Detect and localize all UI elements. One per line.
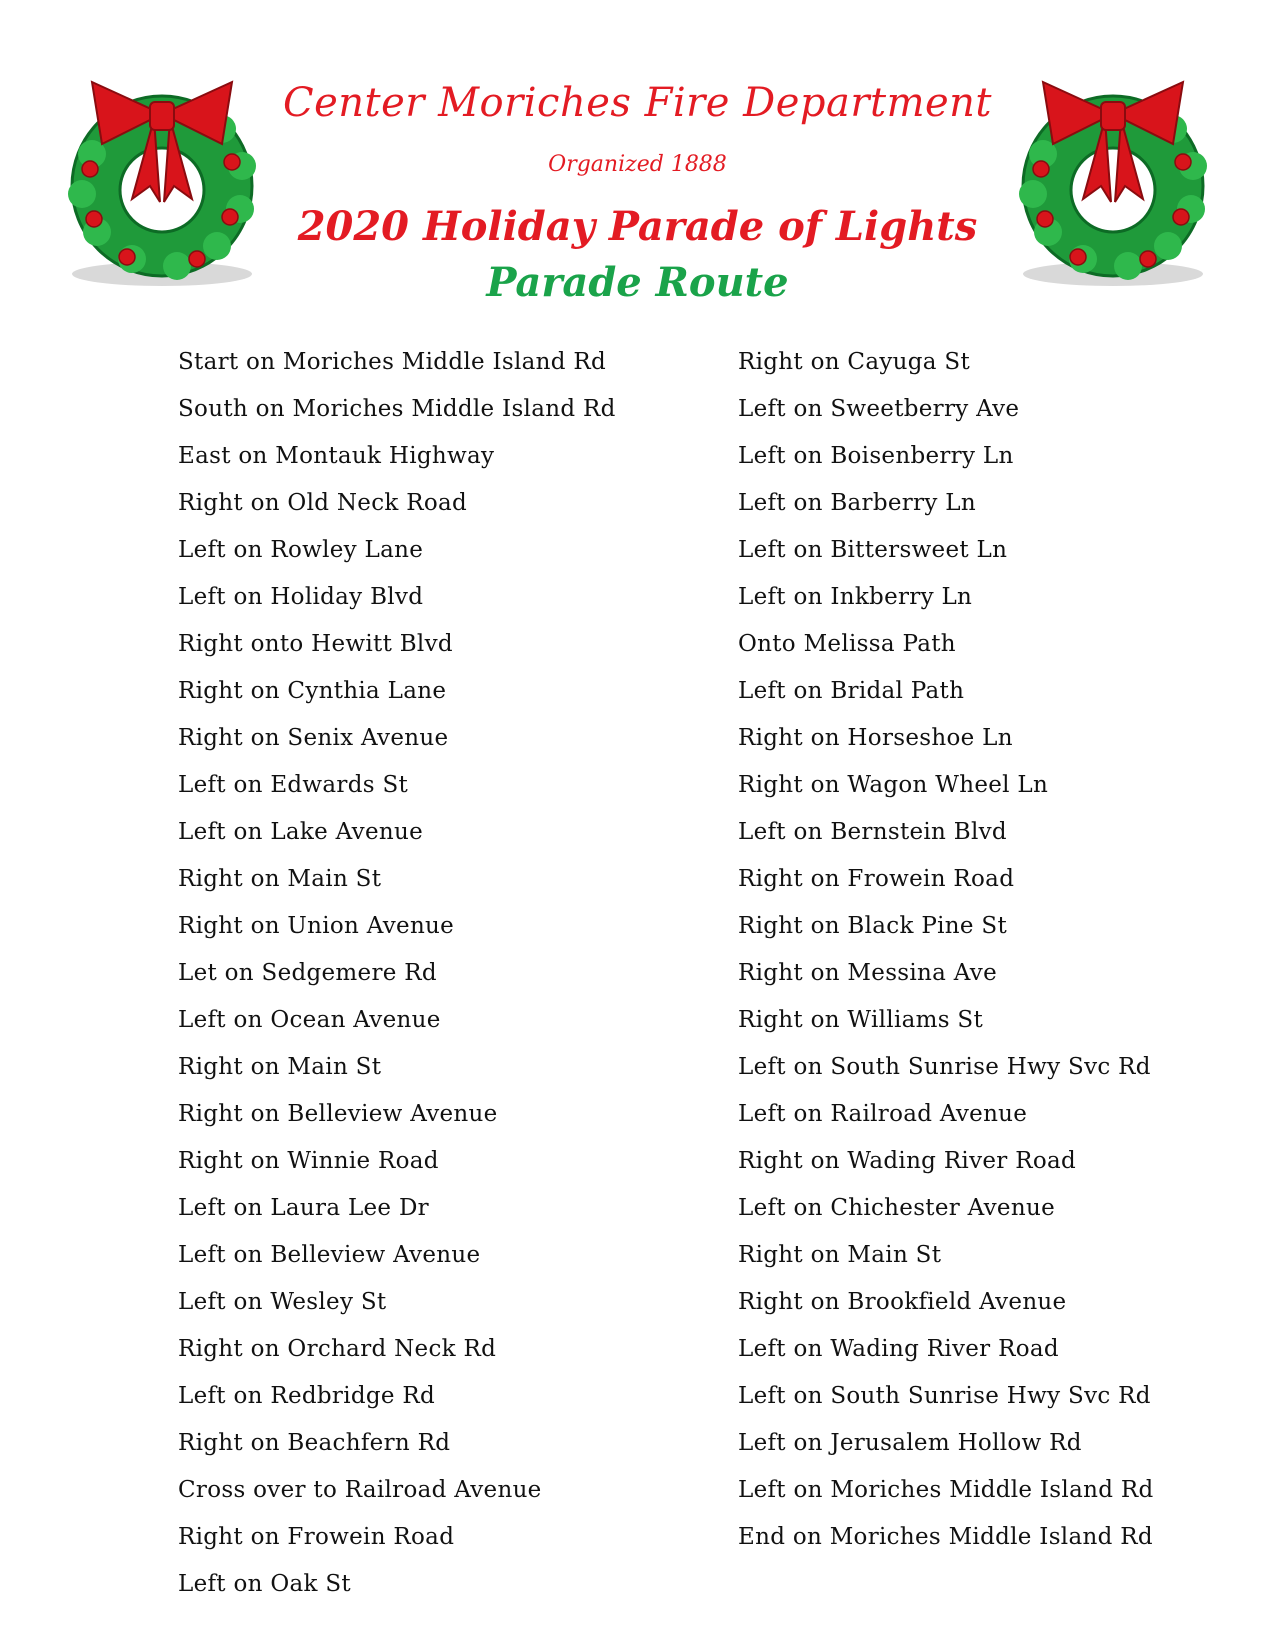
route-step: Left on Edwards St — [178, 772, 409, 798]
route-step: Right on Black Pine St — [738, 913, 1007, 939]
route-list-left — [178, 347, 616, 1616]
route-step: Right on Union Avenue — [178, 913, 455, 939]
route-step: Right on Orchard Neck Rd — [178, 1336, 497, 1362]
route-list-right — [738, 347, 1153, 1569]
route-step: Right on Wagon Wheel Ln — [738, 772, 1049, 798]
route-step: Right on Main St — [738, 1242, 942, 1268]
route-step: Right on Horseshoe Ln — [738, 725, 1013, 751]
route-step: East on Montauk Highway — [178, 443, 495, 469]
route-step: Right on Williams St — [738, 1007, 984, 1033]
department-title: Center Moriches Fire Department — [282, 80, 993, 126]
route-step: Right on Cynthia Lane — [178, 678, 447, 704]
route-step: Right on Old Neck Road — [178, 490, 468, 516]
wreath-right-icon — [1003, 74, 1223, 294]
route-step: Start on Moriches Middle Island Rd — [178, 349, 607, 375]
route-step: Left on Barberry Ln — [738, 490, 976, 516]
wreath-icon — [1003, 74, 1223, 294]
route-step: Right on Frowein Road — [738, 866, 1015, 892]
route-step: Left on South Sunrise Hwy Svc Rd — [738, 1054, 1151, 1080]
wreath-left-icon — [52, 74, 272, 294]
route-step: Left on Laura Lee Dr — [178, 1195, 429, 1221]
route-step: Right on Main St — [178, 866, 382, 892]
route-step: Left on Bernstein Blvd — [738, 819, 1007, 845]
route-step: Right on Messina Ave — [738, 960, 997, 986]
route-step: Right on Winnie Road — [178, 1148, 439, 1174]
route-step: Right on Cayuga St — [738, 349, 970, 375]
route-step: Left on Redbridge Rd — [178, 1383, 436, 1409]
route-step: Left on Lake Avenue — [178, 819, 423, 845]
route-step: Right on Senix Avenue — [178, 725, 449, 751]
route-step: Left on Railroad Avenue — [738, 1101, 1028, 1127]
organized-subtitle: Organized 1888 — [548, 152, 727, 177]
route-step: Right on Frowein Road — [178, 1524, 455, 1550]
route-step: Right on Wading River Road — [738, 1148, 1076, 1174]
route-step: Right onto Hewitt Blvd — [178, 631, 453, 657]
route-step: Onto Melissa Path — [738, 631, 956, 657]
route-step: Left on Ocean Avenue — [178, 1007, 441, 1033]
route-step: Left on Jerusalem Hollow Rd — [738, 1430, 1082, 1456]
route-step: End on Moriches Middle Island Rd — [738, 1524, 1153, 1550]
route-step: Left on Bittersweet Ln — [738, 537, 1008, 563]
route-step: Cross over to Railroad Avenue — [178, 1477, 542, 1503]
route-step: Left on Inkberry Ln — [738, 584, 973, 610]
route-step: South on Moriches Middle Island Rd — [178, 396, 616, 422]
route-step: Left on Chichester Avenue — [738, 1195, 1055, 1221]
route-step: Left on Boisenberry Ln — [738, 443, 1014, 469]
route-step: Left on Rowley Lane — [178, 537, 424, 563]
route-step: Right on Belleview Avenue — [178, 1101, 498, 1127]
route-step: Left on South Sunrise Hwy Svc Rd — [738, 1383, 1151, 1409]
route-step: Left on Wesley St — [178, 1289, 387, 1315]
route-step: Left on Belleview Avenue — [178, 1242, 481, 1268]
route-step: Right on Main St — [178, 1054, 382, 1080]
route-step: Left on Moriches Middle Island Rd — [738, 1477, 1154, 1503]
route-step: Let on Sedgemere Rd — [178, 960, 437, 986]
route-step: Left on Wading River Road — [738, 1336, 1059, 1362]
route-step: Left on Holiday Blvd — [178, 584, 424, 610]
route-step: Right on Brookfield Avenue — [738, 1289, 1067, 1315]
route-step: Left on Bridal Path — [738, 678, 965, 704]
route-step: Left on Oak St — [178, 1571, 351, 1597]
route-heading: Parade Route — [486, 259, 789, 306]
route-step: Right on Beachfern Rd — [178, 1430, 451, 1456]
event-title: 2020 Holiday Parade of Lights — [297, 203, 978, 250]
wreath-icon — [52, 74, 272, 294]
route-step: Left on Sweetberry Ave — [738, 396, 1020, 422]
